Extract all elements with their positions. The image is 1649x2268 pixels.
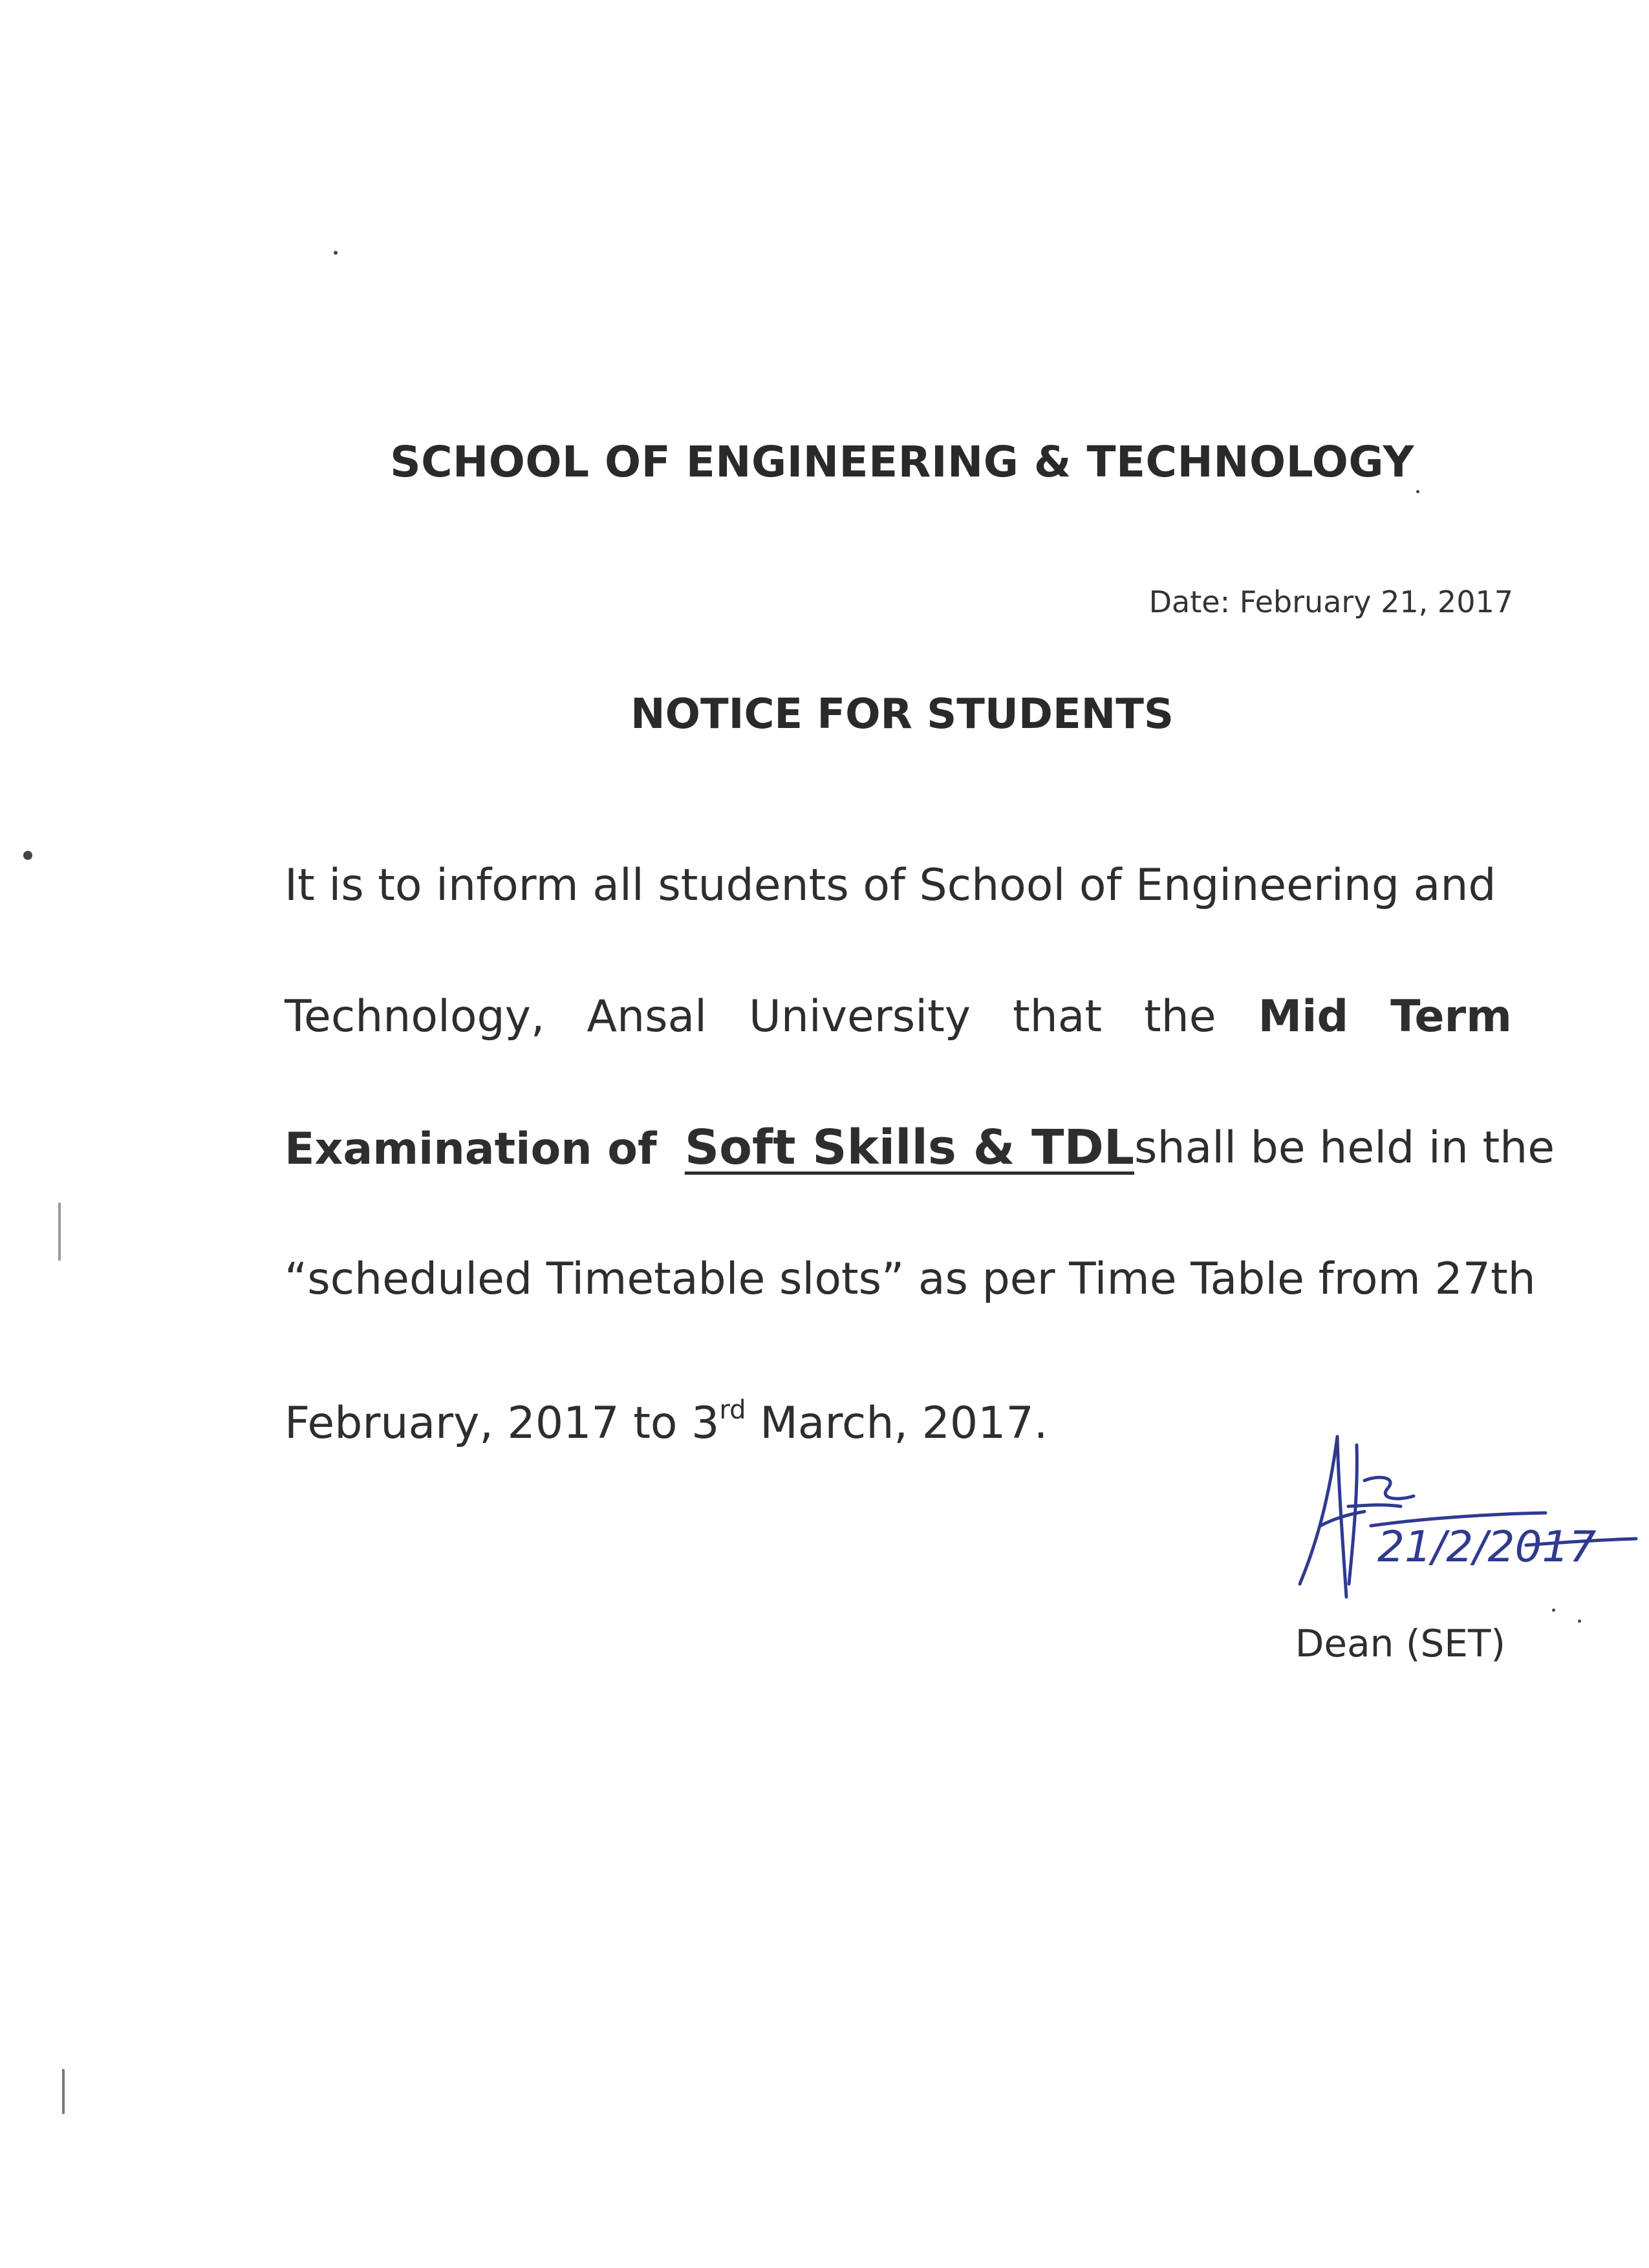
body-line-4-text: “scheduled Timetable slots” as per Time Table from 27th: [285, 1254, 1536, 1305]
body-word: University: [748, 991, 971, 1042]
ordinal-suffix: rd: [719, 1395, 746, 1425]
scan-speck: [334, 251, 338, 255]
signatory-title: Dean (SET): [1295, 1621, 1505, 1665]
notice-body: [285, 820, 1555, 1476]
body-line-3-rest: shall be held in the: [1134, 1122, 1555, 1173]
body-line-1-text: It is to inform all students of School of Engineering and: [285, 860, 1496, 911]
notice-date: Date: February 21, 2017: [1148, 584, 1513, 619]
body-line-2: [285, 951, 1512, 1082]
body-line-5-start: February, 2017 to 3: [285, 1398, 720, 1449]
body-word: Ansal: [587, 991, 707, 1042]
handwritten-signature: [1287, 1429, 1649, 1616]
course-name: Soft Skills & TDL: [684, 1120, 1135, 1175]
scan-speck: [1552, 1609, 1555, 1612]
scan-speck: [62, 2069, 65, 2114]
body-line-3: [285, 1082, 1555, 1214]
body-word: the: [1143, 991, 1216, 1042]
body-word: Technology,: [285, 991, 545, 1042]
notice-title: NOTICE FOR STUDENTS: [630, 690, 1174, 738]
scan-speck: [58, 1203, 61, 1261]
body-word-bold: Term: [1390, 991, 1512, 1042]
body-word-bold: Mid: [1258, 991, 1349, 1042]
exam-label: Examination of: [285, 1124, 657, 1175]
scan-speck: [1416, 490, 1419, 493]
institution-title: SCHOOL OF ENGINEERING & TECHNOLOGY: [390, 437, 1414, 487]
body-line-1: [285, 820, 1512, 951]
scan-speck: [23, 851, 32, 860]
body-line-4: [285, 1214, 1536, 1345]
body-word: that: [1012, 991, 1103, 1042]
body-line-3-lead: [285, 1082, 1134, 1214]
scan-speck: [1578, 1620, 1581, 1623]
signature-date: 21/2/2017: [1377, 1522, 1597, 1572]
body-line-5-end: March, 2017.: [746, 1398, 1048, 1449]
